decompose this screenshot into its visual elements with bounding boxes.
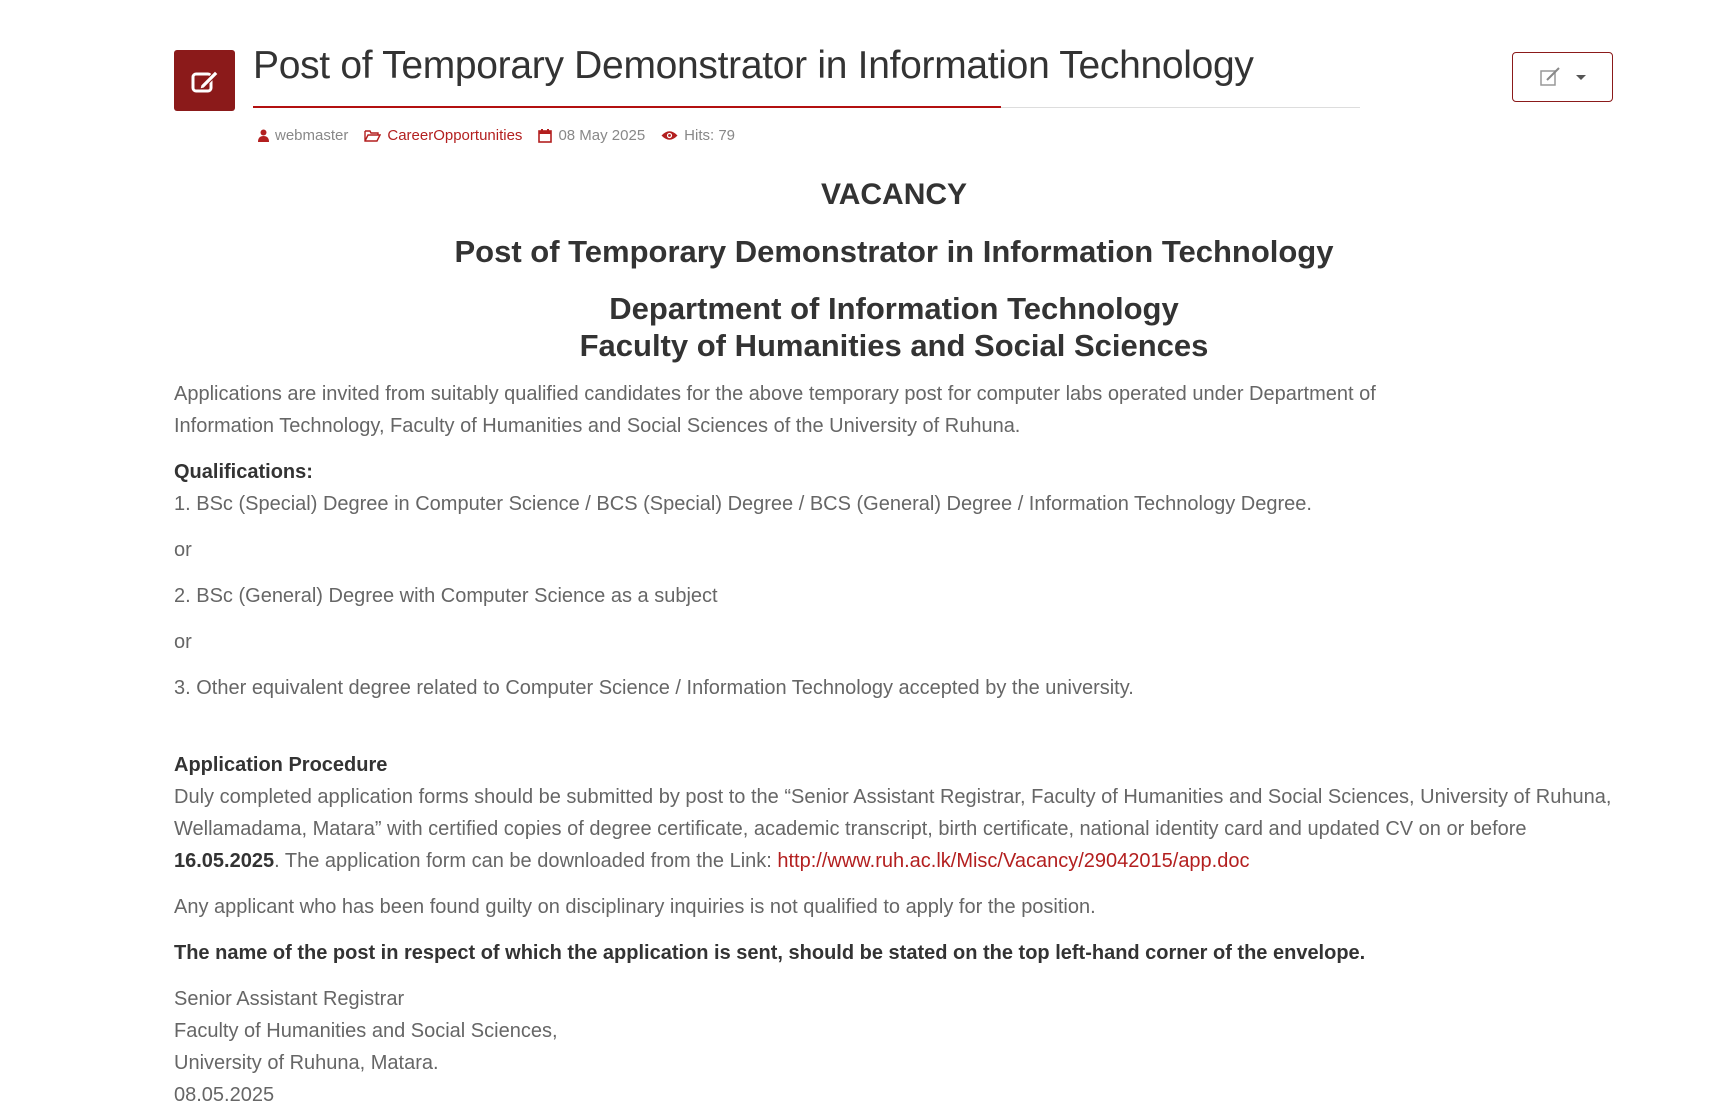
disqualification-paragraph: Any applicant who has been found guilty on disciplinary inquiries is not qualified to apply for the position.	[174, 896, 1096, 918]
signature-line: Senior Assistant Registrar	[174, 988, 405, 1010]
qualification-item: 3. Other equivalent degree related to Computer Science / Information Technology accepted by the university.	[174, 677, 1134, 699]
qualifications-title: Qualifications:	[174, 461, 313, 483]
signature-date: 08.05.2025	[174, 1084, 275, 1106]
edit-icon	[190, 67, 220, 95]
meta-hits: Hits: 79	[661, 127, 735, 144]
heading-vacancy: VACANCY	[820, 178, 968, 211]
article-tools-dropdown-button[interactable]	[1512, 52, 1613, 102]
folder-open-icon	[364, 129, 381, 142]
meta-author: webmaster	[258, 127, 348, 144]
title-divider-accent	[253, 106, 1001, 108]
qualification-item: 2. BSc (General) Degree with Computer Science as a subject	[174, 585, 718, 607]
heading-department: Department of Information Technology Faculty of Humanities and Social Sciences	[579, 291, 1209, 363]
deadline-date: 16.05.2025	[174, 850, 275, 872]
intro-paragraph: Applications are invited from suitably qualified candidates for the above temporary post for computer labs operated under Department of Information Technology, Faculty of Humanities and Social Sciences of the University of Ruhuna.	[174, 383, 1376, 437]
heading-post: Post of Temporary Demonstrator in Information Technology	[454, 234, 1334, 269]
meta-category-link[interactable]: CareerOpportunities	[364, 127, 522, 144]
qualification-item: 1. BSc (Special) Degree in Computer Science / BCS (Special) Degree / BCS (General) Degree / Information Technology Degree.	[174, 493, 1312, 515]
procedure-paragraph: Duly completed application forms should be submitted by post to the “Senior Assistant Registrar, Faculty of Humanities and Social Sciences, University of Ruhuna, Wellamadama, Matara” with certified copies of degree certificate, academic transcript, birth certificate, national identity card and updated CV on or before 16.05.2025. The application form can be downloaded from the Link: http://www.ruh.ac.lk/Misc/Vacancy/29042015/app.doc	[174, 786, 1612, 872]
application-form-link[interactable]: http://www.ruh.ac.lk/Misc/Vacancy/29042015/app.doc	[777, 850, 1250, 872]
article-body	[174, 172, 1614, 1111]
signature-line: Faculty of Humanities and Social Sciences,	[174, 1020, 558, 1042]
signature-line: University of Ruhuna, Matara.	[174, 1052, 439, 1074]
calendar-icon	[538, 129, 552, 143]
envelope-note: The name of the post in respect of which the application is sent, should be stated on the top left-hand corner of the envelope.	[174, 942, 1366, 964]
edit-icon	[1540, 67, 1562, 87]
qualification-or: or	[174, 539, 192, 561]
article-meta	[258, 127, 735, 144]
procedure-title: Application Procedure	[174, 754, 388, 776]
eye-icon	[661, 130, 678, 141]
qualification-or: or	[174, 631, 192, 653]
user-icon	[258, 129, 269, 142]
meta-date: 08 May 2025	[538, 127, 645, 144]
page-title: Post of Temporary Demonstrator in Information Technology	[253, 44, 1254, 87]
caret-down-icon	[1576, 75, 1586, 80]
article-icon-badge	[174, 50, 235, 111]
